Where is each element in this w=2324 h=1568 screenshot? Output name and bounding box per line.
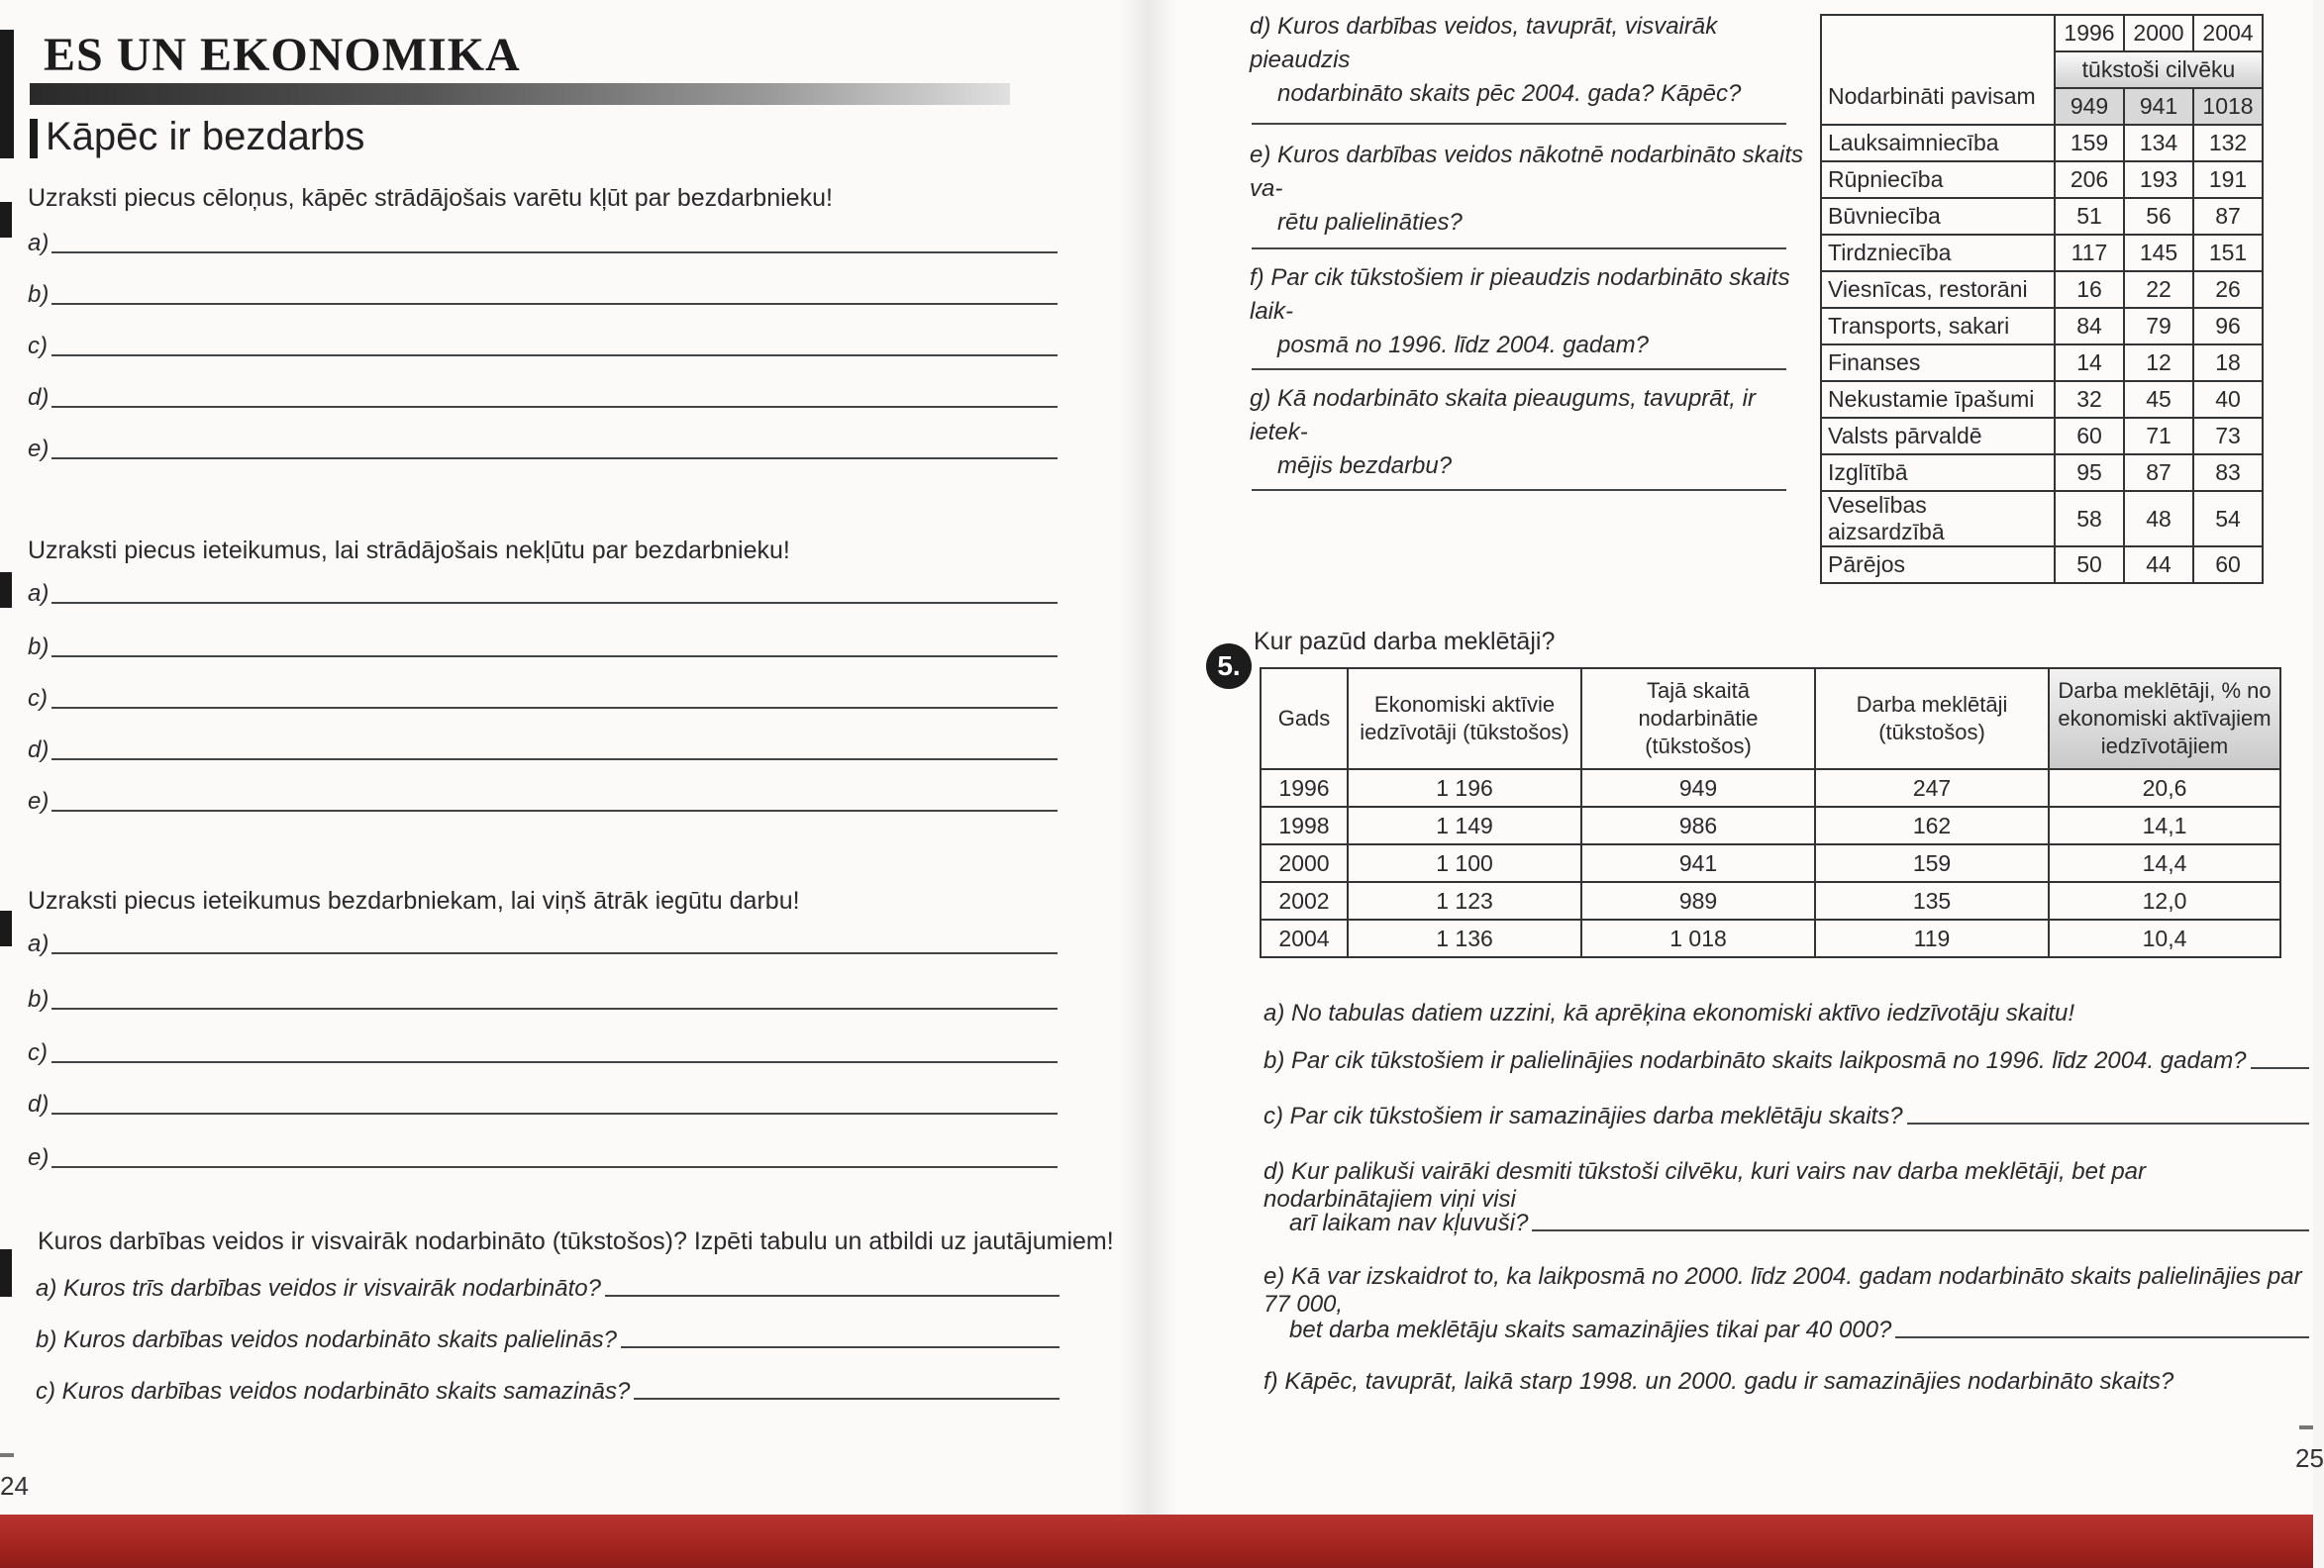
- table-row: [1821, 235, 2263, 271]
- line-label: c): [28, 333, 48, 359]
- table-cell: 191: [2193, 161, 2263, 198]
- table-row: [1821, 271, 2263, 308]
- task4-question-c: [36, 1372, 1060, 1406]
- task3-line-e: [28, 1138, 1058, 1174]
- question-text: c) Kuros darbības veidos nodarbināto skaits samazinās?: [36, 1378, 631, 1405]
- line-label: d): [28, 384, 50, 411]
- total-cell: 949: [2055, 88, 2124, 125]
- table-row: [1821, 161, 2263, 198]
- answer-line[interactable]: [51, 1113, 1058, 1115]
- answer-line[interactable]: [1895, 1336, 2309, 1338]
- answer-line[interactable]: [51, 952, 1058, 954]
- table-cell: 16: [2055, 271, 2124, 308]
- table-row: [1821, 418, 2263, 454]
- line-label: d): [28, 1091, 50, 1118]
- question-line: g) Kā nodarbināto skaita pieaugums, tavuprāt, ir ietek-: [1250, 385, 1756, 445]
- page-number-right: 25: [2295, 1443, 2324, 1473]
- employment-table-body: [1821, 125, 2263, 583]
- table-cell: 83: [2193, 454, 2263, 491]
- table-cell: 14,4: [2049, 844, 2280, 882]
- line-label: e): [28, 1144, 50, 1171]
- table-cell: 71: [2124, 418, 2193, 454]
- table-row: [1821, 125, 2263, 161]
- answer-line[interactable]: [51, 354, 1058, 356]
- question-g: [1250, 382, 1804, 483]
- answer-line[interactable]: [51, 406, 1058, 408]
- table-cell: 134: [2124, 125, 2193, 161]
- task2-marker: [0, 572, 12, 608]
- table-cell: 12: [2124, 344, 2193, 381]
- task3-prompt: Uzraksti piecus ieteikumus bezdarbniekam, lai viņš ātrāk iegūtu darbu!: [28, 887, 800, 915]
- table-cell: 1 196: [1348, 769, 1581, 807]
- line-label: b): [28, 986, 50, 1013]
- task5-title: Kur pazūd darba meklētāji?: [1254, 628, 1556, 655]
- answer-line[interactable]: [1532, 1229, 2309, 1231]
- task2-line-d: [28, 731, 1058, 766]
- table-row: [1261, 807, 2280, 844]
- task3-line-a: [28, 925, 1058, 960]
- total-cell: 941: [2124, 88, 2193, 125]
- year-header: 2000: [2124, 15, 2193, 51]
- title-underline-bar: [30, 83, 1010, 105]
- task4-question-b: [36, 1321, 1060, 1354]
- subtitle-marker: [30, 119, 38, 158]
- book-gutter: [1119, 0, 1178, 1524]
- total-label: Nodarbināti pavisam: [1828, 83, 2036, 109]
- table-cell: 95: [2055, 454, 2124, 491]
- task4-question-a: [36, 1269, 1060, 1303]
- book-edge-band: [0, 1515, 2313, 1568]
- table-cell: 162: [1815, 807, 2049, 844]
- task1-line-e: [28, 430, 1058, 465]
- question-line: mējis bezdarbu?: [1277, 452, 1453, 479]
- task5-question-e: [1263, 1263, 2309, 1319]
- table-cell: 2000: [1261, 844, 1348, 882]
- table-cell: 54: [2193, 491, 2263, 546]
- table-cell: 206: [2055, 161, 2124, 198]
- question-line: rētu palielināties?: [1277, 209, 1463, 236]
- sector-name: Izglītībā: [1821, 454, 2055, 491]
- answer-line[interactable]: [605, 1295, 1060, 1297]
- task5-number-badge: 5.: [1206, 643, 1252, 689]
- unit-label: tūkstoši cilvēku: [2055, 51, 2263, 88]
- table-cell: 87: [2124, 454, 2193, 491]
- task4-marker: [0, 1249, 12, 1297]
- line-label: b): [28, 281, 50, 308]
- task5-question-c: [1263, 1103, 2309, 1130]
- answer-line[interactable]: [51, 758, 1058, 760]
- line-label: a): [28, 230, 50, 256]
- question-text: a) Kuros trīs darbības veidos ir visvairāk nodarbināto?: [36, 1275, 601, 1302]
- table-row: [1821, 491, 2263, 546]
- table-cell: 32: [2055, 381, 2124, 418]
- task5-question-d: [1263, 1158, 2309, 1214]
- table-row: [1261, 882, 2280, 920]
- task2-prompt: Uzraksti piecus ieteikumus, lai strādājošais nekļūtu par bezdarbnieku!: [28, 537, 790, 564]
- table-cell: 193: [2124, 161, 2193, 198]
- year-header: 1996: [2055, 15, 2124, 51]
- page-number-left: 24: [0, 1471, 29, 1501]
- question-line: f) Par cik tūkstošiem ir pieaudzis nodarbināto skaits laik-: [1250, 264, 1790, 325]
- table-cell: 73: [2193, 418, 2263, 454]
- question-line: posmā no 1996. līdz 2004. gadam?: [1277, 332, 1649, 358]
- table-cell: 949: [1581, 769, 1815, 807]
- table-cell: 1 100: [1348, 844, 1581, 882]
- table-cell: 50: [2055, 546, 2124, 583]
- jobseekers-table: [1260, 667, 2281, 958]
- table-row: [1261, 844, 2280, 882]
- table-cell: 2004: [1261, 920, 1348, 957]
- column-header: Tajā skaitā nodarbinātie (tūkstošos): [1581, 668, 1815, 769]
- table-header-row: [1261, 668, 2280, 769]
- question-line: d) Kuros darbības veidos, tavuprāt, visvairāk pieaudzis: [1250, 13, 1718, 73]
- table-cell: 45: [2124, 381, 2193, 418]
- table-cell: 119: [1815, 920, 2049, 957]
- task1-marker: [0, 202, 12, 238]
- sector-name: Nekustamie īpašumi: [1821, 381, 2055, 418]
- table-cell: 84: [2055, 308, 2124, 344]
- table-cell: 26: [2193, 271, 2263, 308]
- task2-line-b: [28, 628, 1058, 663]
- table-row: [1261, 769, 2280, 807]
- answer-line[interactable]: [51, 602, 1058, 604]
- table-cell: 48: [2124, 491, 2193, 546]
- table-cell: 60: [2055, 418, 2124, 454]
- answer-line[interactable]: [51, 1166, 1058, 1168]
- table-cell: 941: [1581, 844, 1815, 882]
- table-cell: 151: [2193, 235, 2263, 271]
- answer-line[interactable]: [51, 707, 1058, 709]
- table-cell: 18: [2193, 344, 2263, 381]
- task1-line-d: [28, 378, 1058, 414]
- answer-line[interactable]: [1252, 368, 1786, 370]
- table-cell: 96: [2193, 308, 2263, 344]
- answer-line[interactable]: [1907, 1123, 2309, 1125]
- table-cell: 989: [1581, 882, 1815, 920]
- line-label: a): [28, 931, 50, 957]
- table-cell: 247: [1815, 769, 2049, 807]
- question-text: d) Kur palikuši vairāki desmiti tūkstoši cilvēku, kuri vairs nav darba meklētāji, bet par nodarbinātajiem viņi visi: [1263, 1158, 2147, 1213]
- table-cell: 135: [1815, 882, 2049, 920]
- page-subtitle: Kāpēc ir bezdarbs: [46, 115, 365, 158]
- table-cell: 12,0: [2049, 882, 2280, 920]
- table-row: [1821, 198, 2263, 235]
- task1-prompt: Uzraksti piecus cēloņus, kāpēc strādājošais varētu kļūt par bezdarbnieku!: [28, 184, 833, 212]
- table-header-row: [1821, 15, 2263, 51]
- table-cell: 1 123: [1348, 882, 1581, 920]
- task5-question-d-cont: [1289, 1210, 2309, 1237]
- table-cell: 1 149: [1348, 807, 1581, 844]
- table-cell: 60: [2193, 546, 2263, 583]
- table-cell: 159: [1815, 844, 2049, 882]
- question-f: [1250, 261, 1804, 362]
- table-cell: 40: [2193, 381, 2263, 418]
- sector-name: Veselības aizsardzībā: [1821, 491, 2055, 546]
- column-header: Ekonomiski aktīvie iedzīvotāji (tūkstošos): [1348, 668, 1581, 769]
- page-mark: [2299, 1425, 2313, 1429]
- question-line: e) Kuros darbības veidos nākotnē nodarbināto skaits va-: [1250, 142, 1804, 202]
- line-label: b): [28, 634, 50, 660]
- table-cell: 1998: [1261, 807, 1348, 844]
- total-cell: 1018: [2193, 88, 2263, 125]
- table-cell: 51: [2055, 198, 2124, 235]
- answer-line[interactable]: [1252, 489, 1786, 491]
- table-cell: 986: [1581, 807, 1815, 844]
- table-cell: 1 018: [1581, 920, 1815, 957]
- task4-prompt: Kuros darbības veidos ir visvairāk nodarbināto (tūkstošos)? Izpēti tabulu un atbildi uz jautājumiem!: [38, 1227, 1114, 1255]
- page-mark: [0, 1453, 14, 1457]
- answer-line[interactable]: [51, 810, 1058, 812]
- question-text: bet darba meklētāju skaits samazinājies tikai par 40 000?: [1289, 1317, 1892, 1343]
- task5-question-b: [1263, 1047, 2309, 1075]
- table-cell: 145: [2124, 235, 2193, 271]
- sector-name: Finanses: [1821, 344, 2055, 381]
- answer-line[interactable]: [51, 251, 1058, 253]
- table-row: [1261, 920, 2280, 957]
- answer-line[interactable]: [51, 1061, 1058, 1063]
- task2-line-c: [28, 679, 1058, 715]
- table-cell: 87: [2193, 198, 2263, 235]
- column-header: Darba meklētāji, % no ekonomiski aktīvajiem iedzīvotājiem: [2049, 668, 2280, 769]
- sector-name: Būvniecība: [1821, 198, 2055, 235]
- question-text: f) Kāpēc, tavuprāt, laikā starp 1998. un 2000. gadu ir samazinājies nodarbināto skaits?: [1263, 1368, 2174, 1395]
- section-title: ES UN EKONOMIKA: [44, 29, 521, 81]
- answer-line[interactable]: [51, 303, 1058, 305]
- task1-line-c: [28, 327, 1058, 362]
- task2-line-a: [28, 574, 1058, 610]
- answer-line[interactable]: [2251, 1067, 2309, 1069]
- task1-line-b: [28, 275, 1058, 311]
- line-label: d): [28, 736, 50, 763]
- sector-name: Rūpniecība: [1821, 161, 2055, 198]
- question-text: b) Kuros darbības veidos nodarbināto skaits palielinās?: [36, 1326, 618, 1353]
- question-text: e) Kā var izskaidrot to, ka laikposmā no 2000. līdz 2004. gadam nodarbināto skaits palielinājies par 77 000,: [1263, 1263, 2302, 1318]
- table-cell: 10,4: [2049, 920, 2280, 957]
- table-cell: 56: [2124, 198, 2193, 235]
- column-header: Darba meklētāji (tūkstošos): [1815, 668, 2049, 769]
- question-text: b) Par cik tūkstošiem ir palielinājies nodarbināto skaits laikposmā no 1996. līdz 2004. gadam?: [1263, 1047, 2247, 1074]
- jobseekers-table-body: [1261, 769, 2280, 957]
- line-label: c): [28, 1039, 48, 1066]
- question-d: [1250, 10, 1804, 111]
- question-text: a) No tabulas datiem uzzini, kā aprēķina ekonomiski aktīvo iedzīvotāju skaitu!: [1263, 1000, 2075, 1027]
- answer-line[interactable]: [51, 655, 1058, 657]
- year-header: 2004: [2193, 15, 2263, 51]
- answer-line[interactable]: [51, 1008, 1058, 1010]
- question-e: [1250, 139, 1804, 240]
- line-label: e): [28, 436, 50, 462]
- sector-name: Lauksaimniecība: [1821, 125, 2055, 161]
- table-cell: 2002: [1261, 882, 1348, 920]
- answer-line[interactable]: [621, 1346, 1060, 1348]
- table-cell: 117: [2055, 235, 2124, 271]
- table-row: [1821, 454, 2263, 491]
- task5-question-f: [1263, 1368, 2309, 1396]
- task2-line-e: [28, 782, 1058, 818]
- task5-question-e-cont: [1289, 1317, 2309, 1344]
- line-label: a): [28, 580, 50, 607]
- sector-name: Viesnīcas, restorāni: [1821, 271, 2055, 308]
- task1-line-a: [28, 224, 1058, 259]
- table-row: [1821, 308, 2263, 344]
- answer-line[interactable]: [51, 457, 1058, 459]
- table-row: [1821, 344, 2263, 381]
- task3-line-b: [28, 980, 1058, 1016]
- answer-line[interactable]: [634, 1398, 1060, 1400]
- sector-name: Pārējos: [1821, 546, 2055, 583]
- sector-name: Transports, sakari: [1821, 308, 2055, 344]
- table-cell: 22: [2124, 271, 2193, 308]
- column-header: Gads: [1261, 668, 1348, 769]
- table-cell: 79: [2124, 308, 2193, 344]
- table-cell: 14: [2055, 344, 2124, 381]
- table-cell: 14,1: [2049, 807, 2280, 844]
- table-cell: 159: [2055, 125, 2124, 161]
- task5-question-a: [1263, 1000, 2309, 1028]
- task3-line-d: [28, 1085, 1058, 1121]
- line-label: e): [28, 788, 50, 815]
- table-cell: 1 136: [1348, 920, 1581, 957]
- table-cell: 1996: [1261, 769, 1348, 807]
- table-row: [1821, 546, 2263, 583]
- line-label: c): [28, 685, 48, 712]
- table-cell: 44: [2124, 546, 2193, 583]
- question-text: c) Par cik tūkstošiem ir samazinājies darba meklētāju skaits?: [1263, 1103, 1903, 1129]
- answer-line[interactable]: [1252, 247, 1786, 249]
- question-text: arī laikam nav kļuvuši?: [1289, 1210, 1529, 1236]
- table-cell: 20,6: [2049, 769, 2280, 807]
- sector-name: Tirdzniecība: [1821, 235, 2055, 271]
- question-line: nodarbināto skaits pēc 2004. gada? Kāpēc?: [1277, 80, 1742, 107]
- table-row: [1821, 381, 2263, 418]
- task3-marker: [0, 911, 12, 946]
- table-cell: 132: [2193, 125, 2263, 161]
- task3-line-c: [28, 1033, 1058, 1069]
- section-number-tab: [0, 30, 14, 158]
- answer-line[interactable]: [1252, 123, 1786, 125]
- sector-name: Valsts pārvaldē: [1821, 418, 2055, 454]
- table-cell: 58: [2055, 491, 2124, 546]
